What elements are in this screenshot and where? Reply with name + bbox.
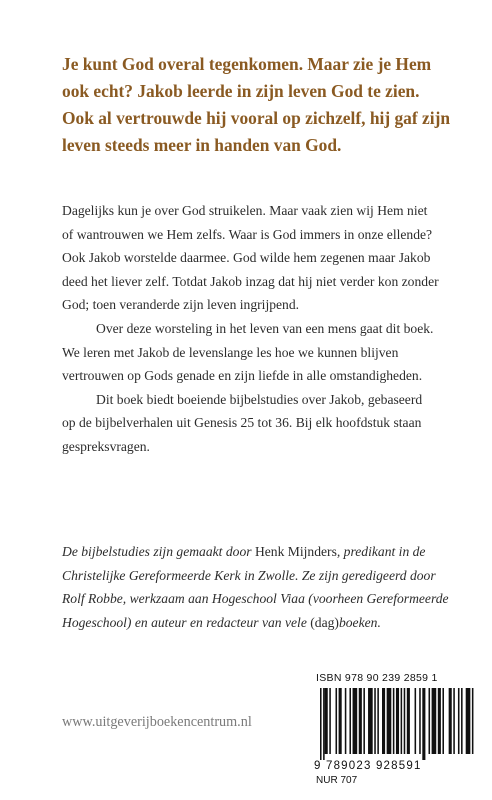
barcode-bar — [353, 688, 358, 754]
intro-line: leven steeds meer in handen van God. — [62, 135, 342, 155]
intro-text — [62, 51, 472, 159]
barcode-bar — [363, 688, 365, 754]
barcode-bar — [329, 688, 331, 754]
barcode-bar — [472, 688, 474, 754]
barcode-bar — [453, 688, 455, 754]
intro-line: Ook al vertrouwde hij vooral op zichzelf, hij gaf zijn — [62, 108, 451, 128]
credits-line — [62, 564, 474, 588]
credits-text: Rolf Robbe, werkzaam aan Hogeschool Viaa (voorheen Gereformeerde — [62, 591, 449, 607]
text-line: We leren met Jakob de levenslange les hoe we kunnen blijven — [62, 344, 399, 360]
author-name: Henk Mijnders — [254, 544, 337, 559]
barcode-bar — [438, 688, 441, 754]
credits-text: De bijbelstudies zijn gemaakt door — [62, 544, 255, 559]
intro-line: ook echt? Jakob leerde in zijn leven God te zien. — [62, 81, 420, 101]
credits-line — [62, 611, 474, 635]
barcode-bar — [432, 688, 437, 754]
barcode-bar — [323, 688, 325, 760]
publisher-website: www.uitgeverijboekencentrum.nl — [62, 714, 252, 730]
barcode-bar — [422, 688, 425, 760]
barcode-bar — [404, 688, 406, 754]
text-line: gespreksvragen. — [62, 438, 150, 454]
barcode-bar — [458, 688, 460, 754]
credits-line — [62, 587, 474, 611]
description — [62, 199, 474, 459]
text-line: vertrouwen op Gods genade en zijn liefde in alle omstandigheden. — [62, 368, 423, 384]
credits-text: Hogeschool) en auteur en redacteur van vele — [62, 614, 311, 630]
barcode-bar — [359, 688, 362, 754]
nur-code: NUR 707 — [316, 775, 358, 786]
barcode-bar — [382, 688, 385, 754]
isbn-label: ISBN 978 90 239 2859 1 — [316, 672, 438, 684]
barcode-bar — [377, 688, 379, 754]
barcode-bar — [449, 688, 452, 754]
barcode-bar — [442, 688, 444, 754]
text-line: Dagelijks kun je over God struikelen. Maar vaak zien wij Hem niet — [62, 203, 428, 218]
text-line: Ook Jakob worstelde daarmee. God wilde hem zegenen maar Jakob — [62, 250, 431, 266]
text-line: Dit boek biedt boeiende bijbelstudies over Jakob, gebaseerd — [96, 391, 423, 407]
credits-text: (dag) — [310, 614, 339, 630]
barcode-bar — [461, 688, 463, 754]
text-line: Over deze worsteling in het leven van een mens gaat dit boek. — [96, 320, 434, 336]
credits-text: Christelijke Gereformeerde Kerk in Zwolle. Ze zijn geredigeerd door — [62, 567, 436, 583]
paragraph-3 — [62, 388, 474, 459]
barcode-bars — [314, 688, 478, 760]
barcode-bar — [419, 688, 421, 754]
text-line: op de bijbelverhalen uit Genesis 25 tot 36. Bij elk hoofdstuk staan — [62, 415, 422, 431]
barcode-bar — [393, 688, 395, 754]
barcode-bar — [325, 688, 328, 754]
barcode-bar — [401, 688, 403, 754]
barcode-bar — [349, 688, 351, 754]
barcode-bar — [429, 688, 431, 754]
text-line: deed het liever zelf. Totdat Jakob inzag dat hij niet verder kon zonder — [62, 273, 439, 289]
credits-text: boeken. — [338, 614, 381, 630]
barcode-bar — [415, 688, 417, 754]
intro-line: Je kunt God overal tegenkomen. Maar zie je Hem — [62, 54, 432, 74]
barcode-bar — [387, 688, 392, 754]
barcode-bar — [320, 688, 322, 760]
credits-line — [62, 540, 474, 564]
barcode-bar — [396, 688, 399, 754]
credits-text: , predikant in de — [336, 544, 426, 559]
text-line: God; toen veranderde zijn leven ingrijpend. — [62, 297, 300, 313]
barcode-bar — [345, 688, 347, 754]
barcode-number: 9 789023 928591 — [314, 760, 422, 772]
paragraph-1 — [62, 199, 474, 317]
barcode-bar — [368, 688, 373, 754]
barcode-bar — [339, 688, 342, 754]
text-line: of wantrouwen we Hem zelfs. Waar is God immers in onze ellende? — [62, 226, 433, 242]
barcode-bar — [407, 688, 410, 754]
barcode-bar — [336, 688, 338, 754]
paragraph-2 — [62, 317, 474, 388]
barcode-bar — [466, 688, 471, 754]
credits — [62, 540, 474, 634]
barcode-bar — [374, 688, 376, 754]
